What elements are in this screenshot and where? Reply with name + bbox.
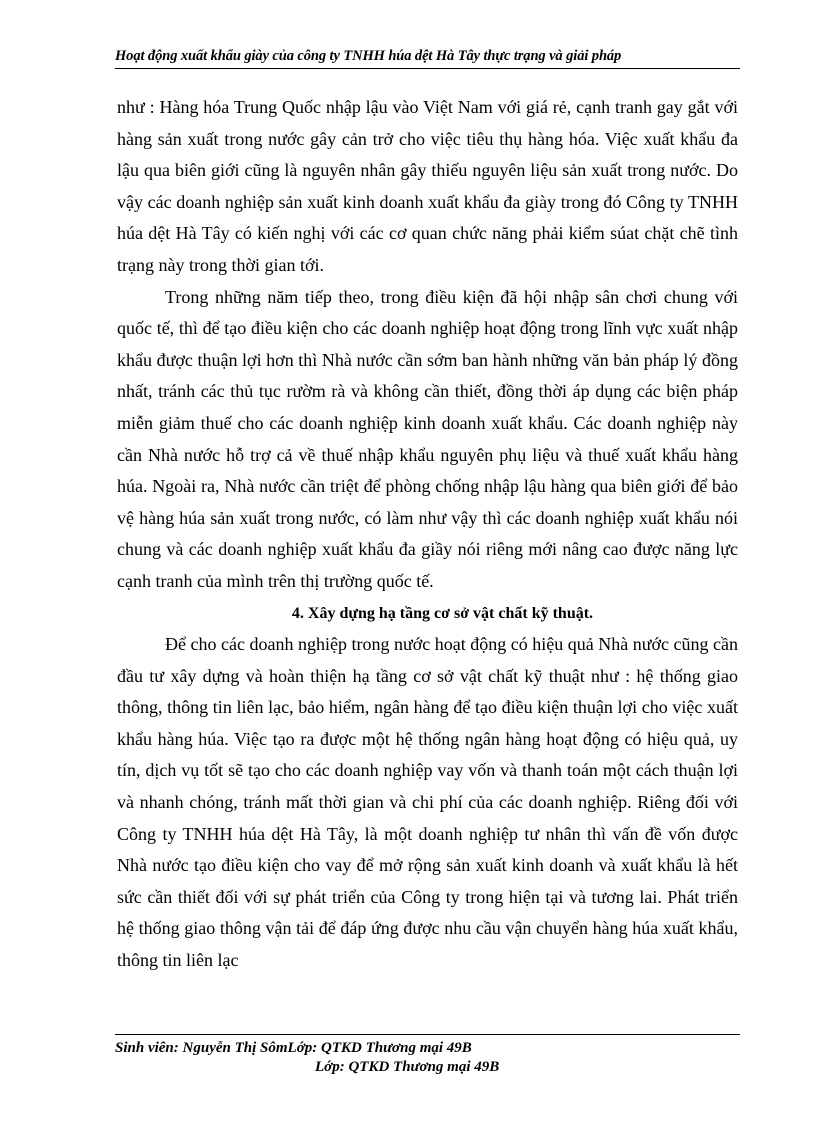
- footer-class-info: Lớp: QTKD Thương mại 49B: [315, 1059, 500, 1075]
- page-header-title: Hoạt động xuất khẩu giày của công ty TNHH húa dệt Hà Tây thực trạng và giải pháp: [115, 48, 622, 64]
- document-body: [117, 92, 738, 977]
- paragraph-3: Để cho các doanh nghiệp trong nước hoạt động có hiệu quả Nhà nước cũng cần đầu tư xây dựng và hoàn thiện hạ tầng cơ sở vật chất kỹ thuật như : hệ thống giao thông, thông tin liên lạc, bảo hiểm, ngân hàng để tạo điều kiện thuận lợi cho việc xuất khẩu hàng húa. Việc tạo ra được một hệ thống ngân hàng hoạt động có hiệu quả, uy tín, dịch vụ tốt sẽ tạo cho các doanh nghiệp vay vốn và thanh toán một cách thuận lợi và nhanh chóng, tránh mất thời gian và chi phí của các doanh nghiệp. Riêng đối với Công ty TNHH húa dệt Hà Tây, là một doanh nghiệp tư nhân thì vấn đề vốn được Nhà nước tạo điều kiện cho vay để mở rộng sản xuất kinh doanh và xuất khẩu là hết sức cần thiết đối với sự phát triển của Công ty trong hiện tại và tương lai. Phát triển hệ thống giao thông vận tải để đáp ứng được nhu cầu vận chuyển hàng húa xuất khẩu, thông tin liên lạc: [117, 634, 738, 971]
- paragraph-1: như : Hàng hóa Trung Quốc nhập lậu vào Việt Nam với giá rẻ, cạnh tranh gay gắt với hàng sản xuất trong nước gây cản trở cho việc tiêu thụ hàng hóa. Việc xuất khẩu đa lậu qua biên giới cũng là nguyên nhân gây thiếu nguyên liệu sản xuất trong nước. Do vậy các doanh nghiệp sản xuất kinh doanh xuất khẩu đa giày trong đó Công ty TNHH húa dệt Hà Tây có kiến nghị với các cơ quan chức năng phải kiểm súat chặt chẽ tình trạng này trong thời gian tới.: [117, 97, 738, 275]
- header-divider: [115, 68, 740, 69]
- section-heading: 4. Xây dựng hạ tầng cơ sở vật chất kỹ thuật.: [291, 604, 594, 622]
- footer-divider: [115, 1034, 740, 1035]
- paragraph-2: Trong những năm tiếp theo, trong điều kiện đã hội nhập sân chơi chung với quốc tế, thì để tạo điều kiện cho các doanh nghiệp hoạt động trong lĩnh vực xuất nhập khẩu được thuận lợi hơn thì Nhà nước cần sớm ban hành những văn bản pháp lý đồng nhất, tránh các thủ tục rườm rà và không cần thiết, đồng thời áp dụng các biện pháp miễn giảm thuế cho các doanh nghiệp kinh doanh xuất khẩu. Các doanh nghiệp này cần Nhà nước hỗ trợ cả về thuế nhập khẩu nguyên phụ liệu và thuế xuất khẩu hàng húa. Ngoài ra, Nhà nước cần triệt để phòng chống nhập lậu hàng qua biên giới để bảo vệ hàng húa sản xuất trong nước, có làm như vậy thì các doanh nghiệp xuất khẩu nói chung và các doanh nghiệp xuất khẩu đa giầy nói riêng mới nâng cao được năng lực cạnh tranh của mình trên thị trường quốc tế.: [117, 286, 738, 591]
- footer-student-info: Sinh viên: Nguyễn Thị SômLớp: QTKD Thương mại 49B: [115, 1040, 472, 1056]
